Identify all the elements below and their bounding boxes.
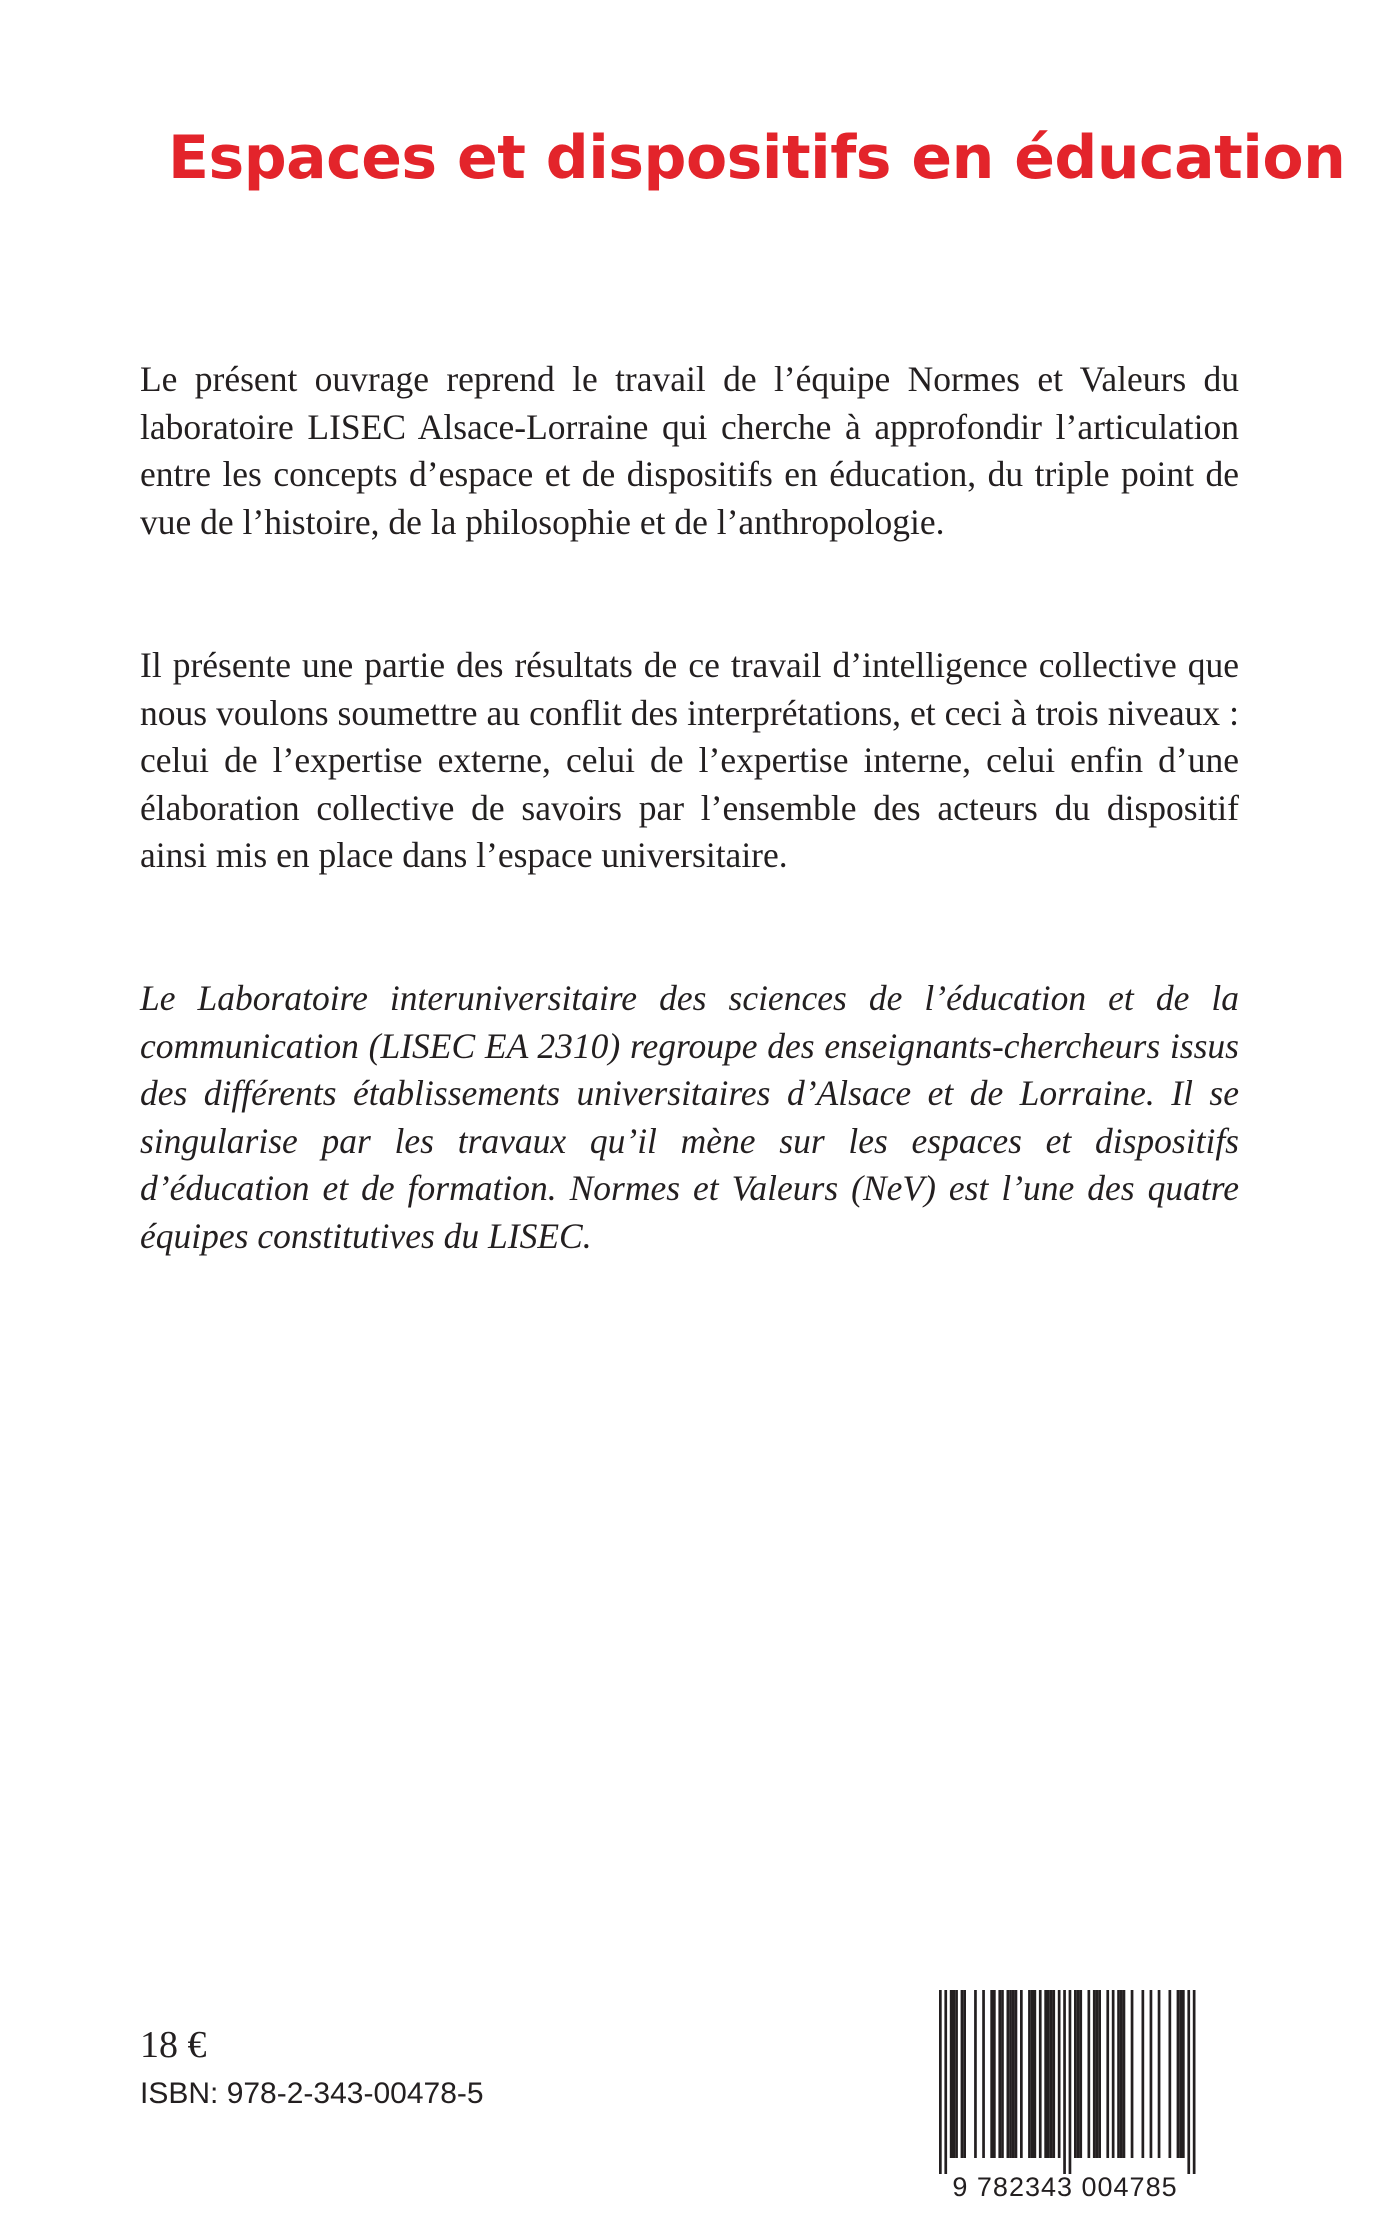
- barcode-bar: [1187, 1990, 1190, 2174]
- lab-description-paragraph: Le Laboratoire interuniversitaire des sciences de l’éducation et de la communication (LISEC EA 2310) regroupe des enseignants-chercheurs issus des différents établissements universitaires d’Alsace et de Lorraine. Il se singularise par les travaux qu’il mène sur les espaces et dispositifs d’éducation et de formation. Normes et Valeurs (NeV) est l’une des quatre équipes constitutives du LISEC.: [140, 978, 1239, 1256]
- barcode-bar: [1112, 1990, 1115, 2158]
- barcode-bar: [1050, 1990, 1053, 2158]
- barcode-bar: [1012, 1990, 1015, 2158]
- barcode-bar: [1088, 1990, 1091, 2158]
- barcode-bar: [1120, 1990, 1123, 2158]
- barcode-bar: [998, 1990, 1001, 2158]
- barcode-bar: [1193, 1990, 1196, 2174]
- barcode-bar: [939, 1990, 942, 2174]
- barcode-bar: [1009, 1990, 1012, 2158]
- barcode-bar: [1028, 1990, 1031, 2158]
- barcode-bar: [1131, 1990, 1134, 2158]
- barcode-bar: [1034, 1990, 1037, 2158]
- barcode-bar: [1052, 1990, 1055, 2158]
- barcode-bar: [944, 1990, 947, 2174]
- barcode-bar: [1150, 1990, 1153, 2158]
- barcode-bar: [1007, 1990, 1010, 2158]
- barcode-bar: [1069, 1990, 1072, 2174]
- barcode-bar: [1047, 1990, 1050, 2158]
- barcode-bar: [961, 1990, 964, 2158]
- barcode-bar: [1123, 1990, 1126, 2158]
- barcode-bar: [990, 1990, 993, 2158]
- barcode-bar: [1158, 1990, 1161, 2158]
- barcode-bar: [1058, 1990, 1061, 2158]
- barcode-bar: [974, 1990, 977, 2158]
- barcode-bar: [1077, 1990, 1080, 2158]
- barcode-bar: [1044, 1990, 1047, 2158]
- barcode-bar: [993, 1990, 996, 2158]
- book-title: Espaces et dispositifs en éducation: [168, 123, 1346, 193]
- barcode-bar: [1096, 1990, 1099, 2158]
- summary-paragraph-1: Le présent ouvrage reprend le travail de l’équipe Normes et Valeurs du laboratoire LISEC Alsace-Lorraine qui cherche à approfondir l’articulation entre les concepts d’espace et de dispositifs en éducation, du triple point de vue de l’histoire, de la philosophie et de l’anthropologie.: [140, 359, 1239, 542]
- barcode-digits: 9 782343 004785: [952, 2172, 1178, 2202]
- barcode-bar: [1179, 1990, 1182, 2158]
- isbn-label: ISBN: 978-2-343-00478-5: [140, 2077, 484, 2110]
- barcode-bar: [1169, 1990, 1172, 2158]
- barcode-bar: [955, 1990, 958, 2158]
- isbn-barcode: [915, 1984, 1215, 2206]
- barcode-bar: [950, 1990, 953, 2158]
- price-label: 18 €: [140, 2024, 207, 2066]
- barcode-bar: [982, 1990, 985, 2158]
- barcode-bar: [1020, 1990, 1023, 2158]
- barcode-bar: [1093, 1990, 1096, 2158]
- barcode-bar: [1063, 1990, 1066, 2174]
- barcode-bar: [1015, 1990, 1018, 2158]
- barcode-bar: [1177, 1990, 1180, 2158]
- barcode-bar: [953, 1990, 956, 2158]
- barcode-bar: [1182, 1990, 1185, 2158]
- summary-paragraph-2: Il présente une partie des résultats de ce travail d’intelligence collective que nous voulons soumettre au conflit des interprétations, et ceci à trois niveaux : celui de l’expertise externe, celui de l’expertise interne, celui enfin d’une élaboration collective de savoirs par l’ensemble des acteurs du dispositif ainsi mis en place dans l’espace universitaire.: [140, 645, 1239, 875]
- barcode-bar: [1039, 1990, 1042, 2158]
- barcode-bar: [1117, 1990, 1120, 2158]
- barcode-bar: [1142, 1990, 1145, 2158]
- barcode-bar: [1001, 1990, 1004, 2158]
- barcode-bar: [1031, 1990, 1034, 2158]
- barcode-bar: [963, 1990, 966, 2158]
- barcode-bar: [1074, 1990, 1077, 2158]
- barcode-bar: [1098, 1990, 1101, 2158]
- barcode-bar: [1106, 1990, 1109, 2158]
- barcode-bar: [1079, 1990, 1082, 2158]
